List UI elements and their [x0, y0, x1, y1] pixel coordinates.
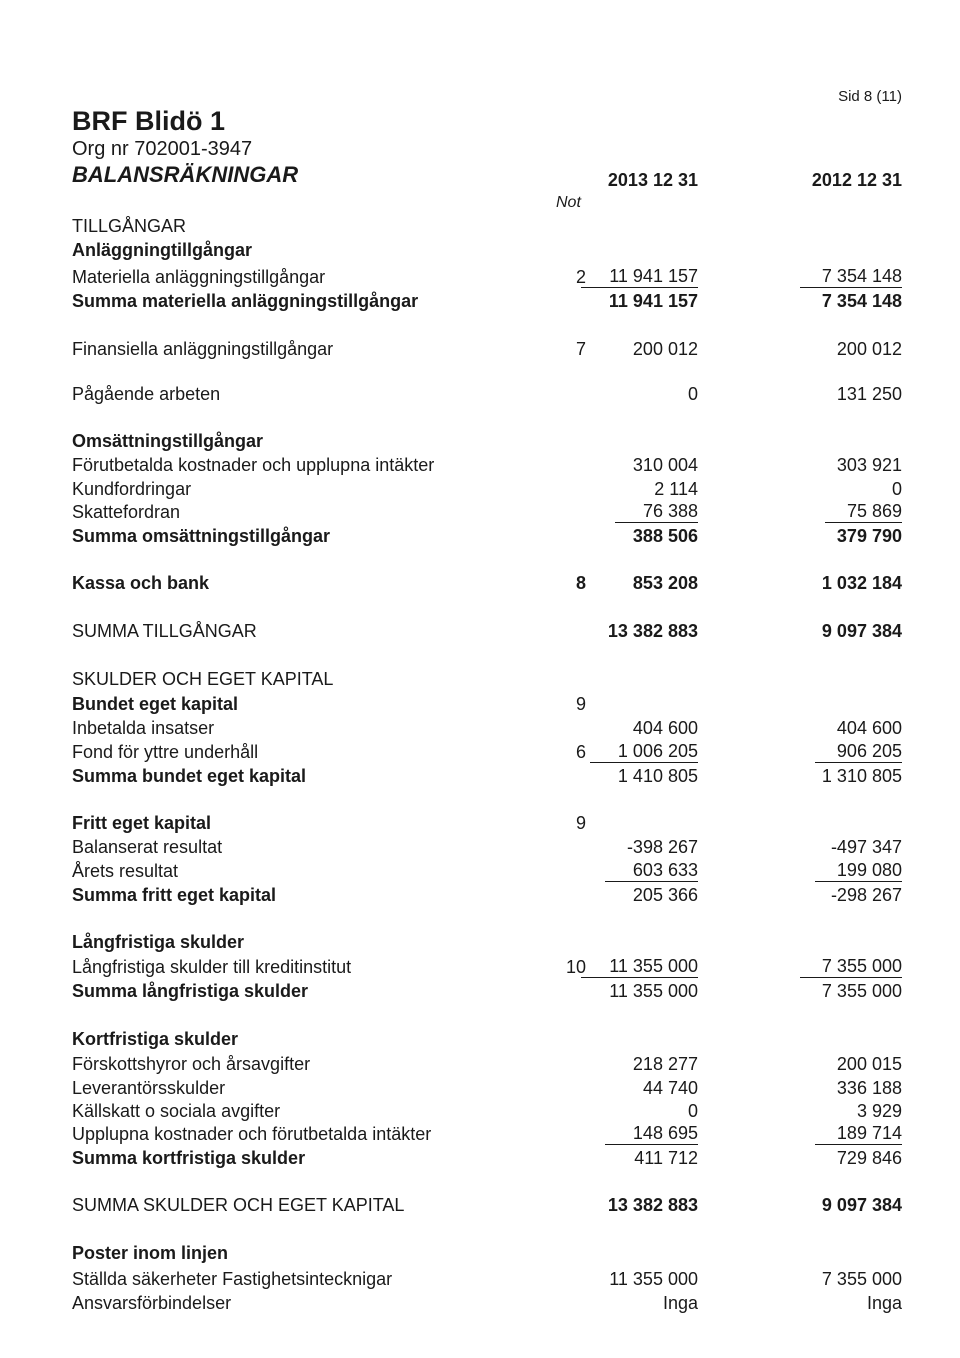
table-row: Balanserat resultat -398 267 -497 347	[72, 837, 902, 857]
table-row: Skattefordran 76 388 75 869	[72, 501, 902, 522]
column-header-current-year: 2013 12 31	[607, 170, 698, 190]
table-row: Pågående arbeten 0 131 250	[72, 384, 902, 404]
table-row: Ansvarsförbindelser Inga Inga	[72, 1293, 902, 1313]
section-heading-assets: TILLGÅNGAR	[72, 216, 187, 236]
group-heading-fixed-assets: Anläggningtillgångar	[72, 240, 252, 260]
table-row: Källskatt o sociala avgifter 0 3 929	[72, 1101, 902, 1121]
table-row: Långfristiga skulder till kreditinstitut 10 11 355 000 7 355 000	[72, 956, 902, 977]
group-heading-unrestricted-equity: Fritt eget kapital 9	[72, 813, 586, 833]
group-heading-current-assets: Omsättningstillgångar	[72, 431, 264, 451]
table-row: Kassa och bank 8 853 208 1 032 184	[72, 573, 902, 593]
subtotal-row: Summa bundet eget kapital 1 410 805 1 310 805	[72, 766, 902, 786]
table-row: Förutbetalda kostnader och upplupna intäkter 310 004 303 921	[72, 455, 902, 475]
total-row-liabilities-equity: SUMMA SKULDER OCH EGET KAPITAL 13 382 883 9 097 384	[72, 1195, 902, 1215]
total-row-assets: SUMMA TILLGÅNGAR 13 382 883 9 097 384	[72, 621, 902, 641]
organization-name: BRF Blidö 1	[72, 106, 225, 136]
subtotal-row: Summa fritt eget kapital 205 366 -298 267	[72, 885, 902, 905]
table-row: Inbetalda insatser 404 600 404 600	[72, 718, 902, 738]
table-row: Kundfordringar 2 114 0	[72, 479, 902, 499]
subtotal-row: Summa kortfristiga skulder 411 712 729 846	[72, 1148, 902, 1168]
group-heading-short-term-liabilities: Kortfristiga skulder	[72, 1029, 239, 1049]
group-heading-off-balance-items: Poster inom linjen	[72, 1243, 229, 1263]
note-column-header: Not	[556, 194, 581, 211]
page-number: Sid 8 (11)	[838, 88, 902, 105]
table-row: Materiella anläggningstillgångar 2 11 941 157 7 354 148	[72, 266, 902, 287]
table-row: Förskottshyror och årsavgifter 218 277 200 015	[72, 1054, 902, 1074]
document-title: BALANSRÄKNINGAR	[72, 162, 299, 187]
column-header-previous-year: 2012 12 31	[811, 170, 902, 190]
table-row: Ställda säkerheter Fastighetsintecknigar 11 355 000 7 355 000	[72, 1269, 902, 1289]
subtotal-row: Summa omsättningstillgångar 388 506 379 790	[72, 526, 902, 546]
table-row: Årets resultat 603 633 199 080	[72, 860, 902, 881]
subtotal-row: Summa långfristiga skulder 11 355 000 7 355 000	[72, 981, 902, 1001]
group-heading-long-term-liabilities: Långfristiga skulder	[72, 932, 245, 952]
table-row: Leverantörsskulder 44 740 336 188	[72, 1078, 902, 1098]
group-heading-restricted-equity: Bundet eget kapital 9	[72, 694, 586, 714]
organization-number: Org nr 702001-3947	[72, 138, 253, 160]
section-heading-liabilities-equity: SKULDER OCH EGET KAPITAL	[72, 669, 334, 689]
table-row: Fond för yttre underhåll 6 1 006 205 906 205	[72, 741, 902, 762]
table-row: Finansiella anläggningstillgångar 7 200 012 200 012	[72, 339, 902, 359]
subtotal-row: Summa materiella anläggningstillgångar 11 941 157 7 354 148	[72, 291, 902, 311]
table-row: Upplupna kostnader och förutbetalda intäkter 148 695 189 714	[72, 1123, 902, 1144]
